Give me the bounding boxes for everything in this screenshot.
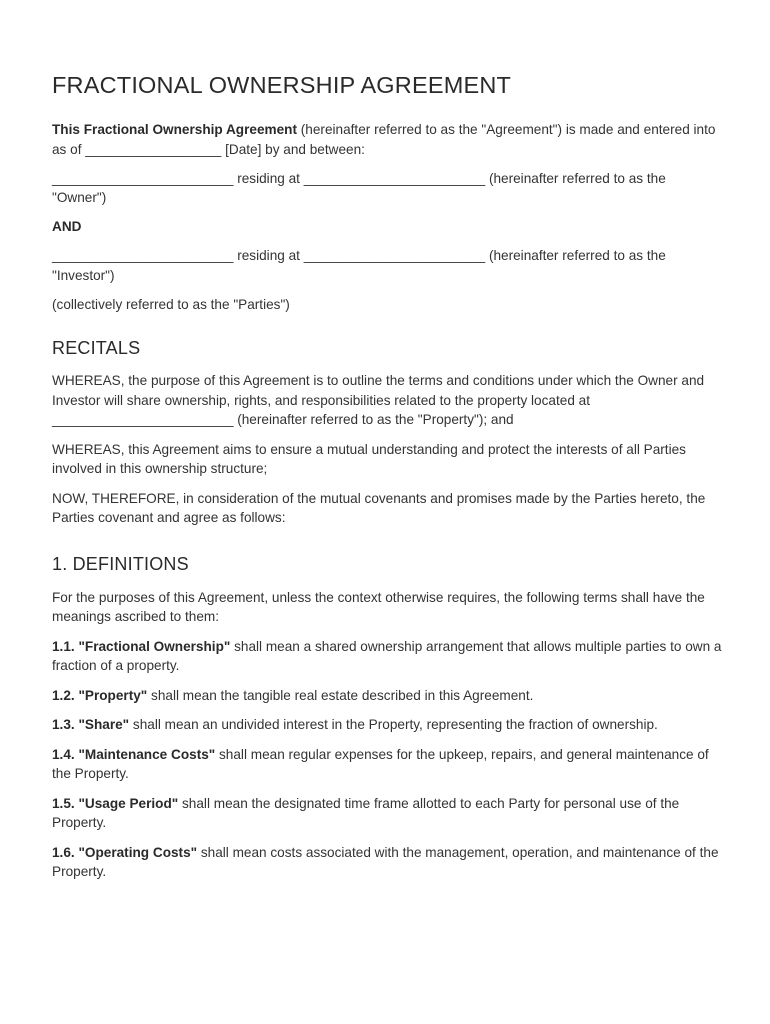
recital-paragraph: NOW, THEREFORE, in consideration of the mutual covenants and promises made by the Parties hereto, the Parties covenant and agree as follows: [52,490,706,525]
and-label-text: AND [52,219,82,234]
definition-item [52,843,722,882]
intro-text: (hereinafter referred to as the "Agreement") is made and entered into as of __________________ [Date] by and between: [52,122,716,157]
definition-term: 1.6. "Operating Costs" [52,844,198,860]
and-label [52,217,722,237]
intro-bold-lead: This Fractional Ownership Agreement [52,122,297,137]
intro-paragraph [52,120,722,159]
definition-text: shall mean the designated time frame allotted to each Party for personal use of the Property. [52,795,680,830]
definitions-intro: For the purposes of this Agreement, unless the context otherwise requires, the following terms shall have the meanings ascribed to them: [52,589,705,624]
definition-item [52,715,722,735]
definition-item [52,794,722,833]
definition-item [52,686,722,706]
definition-text: shall mean the tangible real estate described in this Agreement. [147,687,534,703]
recital-paragraph: WHEREAS, this Agreement aims to ensure a mutual understanding and protect the interests of all Parties involved in this ownership structure; [52,441,686,476]
recital-paragraph: WHEREAS, the purpose of this Agreement is to outline the terms and conditions under which the Owner and Investor will share ownership, rights, and responsibilities related to the property located at ________________________ (hereinafter referred to as the "Property"); and [52,373,705,427]
definition-item [52,745,722,784]
definition-item [52,637,722,676]
definition-term: 1.5. "Usage Period" [52,795,179,811]
definition-term: 1.1. "Fractional Ownership" [52,638,231,654]
definition-text: shall mean an undivided interest in the Property, representing the fraction of ownership. [129,717,658,732]
definition-term: 1.3. "Share" [52,717,130,732]
document-page [52,70,722,882]
collectively-line: (collectively referred to as the "Parties") [52,296,290,312]
definition-text: shall mean a shared ownership arrangement that allows multiple parties to own a fraction of a property. [52,638,722,673]
definition-term: 1.2. "Property" [52,687,148,703]
definition-text: shall mean regular expenses for the upkeep, repairs, and general maintenance of the Property. [52,746,709,781]
recitals-heading: RECITALS [52,338,141,358]
document-title: FRACTIONAL OWNERSHIP AGREEMENT [52,72,512,98]
definition-term: 1.4. "Maintenance Costs" [52,746,216,762]
definition-text: shall mean costs associated with the management, operation, and maintenance of the Property. [52,844,719,879]
party-investor-line: ________________________ residing at ________________________ (hereinafter referred to as the "Investor") [52,248,666,283]
definitions-heading: 1. DEFINITIONS [52,553,189,574]
party-owner-line: ________________________ residing at ________________________ (hereinafter referred to as the "Owner") [52,170,666,205]
